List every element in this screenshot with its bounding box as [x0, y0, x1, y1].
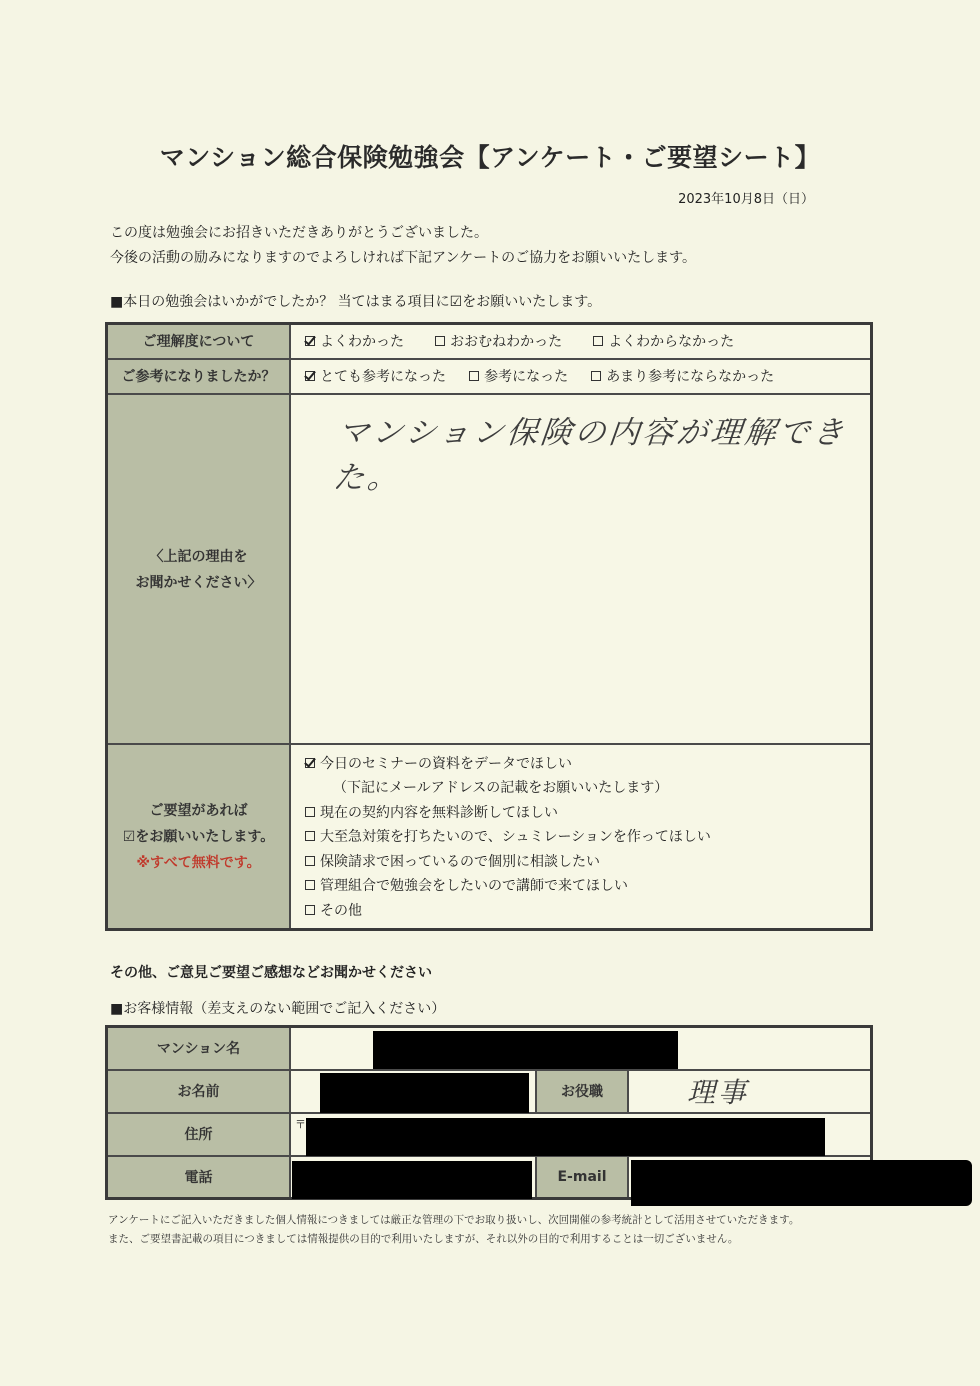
reason-handwritten-text: マンション保険の内容が理解できた。 [331, 414, 849, 496]
request-item-2[interactable]: 現在の契約内容を無料診断してほしい [291, 800, 870, 825]
understanding-label: ご理解度について [107, 324, 291, 359]
understanding-option-3[interactable]: よくわからなかった [593, 331, 734, 351]
intro-line-1: この度は勉強会にお招きいただきありがとうございました。 [110, 225, 488, 241]
reference-option-2[interactable]: 参考になった [469, 366, 568, 386]
checkbox-icon[interactable] [305, 807, 315, 817]
understanding-options [290, 324, 872, 359]
reference-options [290, 359, 872, 394]
redaction-name [320, 1073, 529, 1113]
postal-mark: 〒 [295, 1117, 306, 1131]
request-item-1[interactable]: 今日のセミナーの資料をデータでほしい [291, 751, 870, 776]
redaction-email [631, 1160, 972, 1206]
reference-label: ご参考になりましたか？ [107, 359, 291, 394]
checkbox-icon[interactable] [435, 336, 445, 346]
understanding-option-1[interactable]: よくわかった [305, 331, 404, 351]
intro-line-2: 今後の活動の励みになりますのでよろしければ下記アンケートのご協力をお願いいたします。 [110, 250, 697, 266]
request-item-4[interactable]: 保険請求で困っているので個別に相談したい [291, 849, 870, 874]
survey-table [105, 322, 873, 931]
redaction-address [306, 1118, 825, 1156]
role-field[interactable] [628, 1070, 872, 1113]
role-label: お役職 [536, 1070, 628, 1113]
understanding-option-2[interactable]: おおむねわかった [435, 331, 562, 351]
free-note: ※すべて無料です。 [136, 855, 261, 872]
checkbox-icon[interactable] [305, 856, 315, 866]
checkbox-icon[interactable] [305, 831, 315, 841]
page-title: マンション総合保険勉強会【アンケート・ご要望シート】 [159, 143, 821, 172]
checkbox-checked-icon[interactable] [305, 371, 315, 381]
checkbox-icon[interactable] [305, 905, 315, 915]
request-item-3[interactable]: 大至急対策を打ちたいので、シュミレーションを作ってほしい [291, 824, 870, 849]
address-label: 住所 [107, 1113, 291, 1156]
role-handwritten-value: 理事 [687, 1076, 750, 1109]
mansion-name-label: マンション名 [107, 1027, 291, 1070]
request-item-5[interactable]: 管理組合で勉強会をしたいので講師で来てほしい [291, 873, 870, 898]
redaction-phone [292, 1161, 532, 1199]
privacy-note-1: アンケートにご記入いただきました個人情報につきましては厳正な管理の下でお取り扱いし、次回開催の参考統計として活用させていただきます。 [108, 1214, 800, 1226]
reference-option-3[interactable]: あまり参考にならなかった [591, 366, 774, 386]
survey-heading: ■本日の勉強会はいかがでしたか？ 当てはまる項目に☑をお願いいたします。 [110, 294, 602, 310]
checkbox-icon[interactable] [305, 880, 315, 890]
checkbox-checked-icon[interactable] [305, 758, 315, 768]
requests-label: ご要望があれば ☑をお願いいたします。 ※すべて無料です。 [107, 744, 291, 930]
checkbox-icon[interactable] [593, 336, 603, 346]
reference-option-1[interactable]: とても参考になった [305, 366, 446, 386]
redaction-mansion-name [373, 1031, 678, 1069]
request-item-6[interactable]: その他 [291, 898, 870, 923]
requests-options [290, 744, 872, 930]
request-item-note: （下記にメールアドレスの記載をお願いいたします） [333, 780, 669, 797]
email-label: E-mail [536, 1156, 628, 1199]
checkbox-checked-icon[interactable] [305, 336, 315, 346]
customer-heading: ■お客様情報（差支えのない範囲でご記入ください） [110, 1001, 446, 1017]
survey-date: 2023年10月8日（日） [678, 192, 814, 207]
privacy-note-2: また、ご要望書記載の項目につきましては情報提供の目的で利用いたしますが、それ以外の目的で利用することは一切ございません。 [108, 1233, 739, 1245]
name-label: お名前 [107, 1070, 291, 1113]
reason-answer-field[interactable] [290, 394, 872, 744]
comments-heading: その他、ご意見ご要望ご感想などお聞かせください [110, 965, 432, 981]
reason-label: 〈上記の理由を お聞かせください〉 [107, 394, 291, 744]
checkbox-icon[interactable] [591, 371, 601, 381]
checkbox-icon[interactable] [469, 371, 479, 381]
phone-label: 電話 [107, 1156, 291, 1199]
